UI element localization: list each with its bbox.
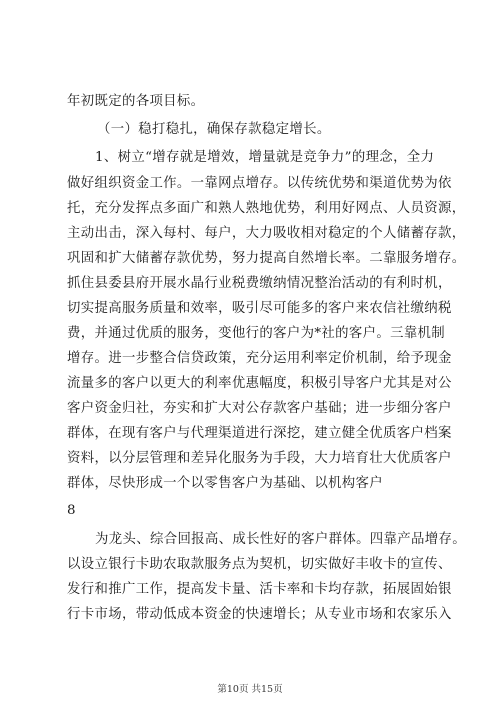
text-line: 巩固和扩大储蓄存款优势，努力提高自然增长率。二靠服务增存。 bbox=[67, 251, 466, 266]
text-line: 托，充分发挥点多面广和熟人熟地优势，利用好网点、人员资源， bbox=[67, 201, 466, 216]
text-line: 增存。进一步整合信贷政策，充分运用利率定价机制，给予现金 bbox=[67, 351, 452, 366]
text-line: 做好组织资金工作。一靠网点增存。以传统优势和渠道优势为依 bbox=[67, 176, 452, 191]
text-line: 费，并通过优质的服务，变他行的客户为*社的客户。三靠机制 bbox=[67, 326, 446, 341]
footnote-number: 8 bbox=[67, 503, 76, 518]
text-line: 以设立银行卡助农取款服务点为契机，切实做好丰收卡的宣传、 bbox=[67, 557, 452, 572]
page-number: 第10页 共15页 bbox=[217, 684, 283, 695]
text-line: 客户资金归社，夯实和扩大对公存款客户基础；进一步细分客户 bbox=[67, 401, 452, 416]
text-line: 年初既定的各项目标。 bbox=[67, 94, 205, 109]
text-line: 流量多的客户以更大的利率优惠幅度，积极引导客户尤其是对公 bbox=[67, 376, 452, 391]
text-line: 资料，以分层管理和差异化服务为手段，大力培育壮大优质客户 bbox=[67, 451, 452, 466]
section-heading: （一）稳打稳扎，确保存款稳定增长。 bbox=[97, 122, 331, 137]
text-line: 主动出击，深入每村、每户，大力吸收相对稳定的个人储蓄存款， bbox=[67, 226, 466, 241]
text-line: 抓住县委县府开展水晶行业税费缴纳情况整治活动的有利时机， bbox=[67, 276, 452, 291]
text-line: 群体，在现有客户与代理渠道进行深挖，建立健全优质客户档案 bbox=[67, 426, 452, 441]
text-line: 1、树立“增存就是增效，增量就是竞争力”的理念，全力 bbox=[95, 150, 435, 165]
text-line: 行卡市场，带动低成本资金的快速增长；从专业市场和农家乐入 bbox=[67, 607, 452, 622]
text-line: 为龙头、综合回报高、成长性好的客户群体。四靠产品增存。 bbox=[95, 532, 466, 547]
text-line: 发行和推广工作，提高发卡量、活卡率和卡均存款，拓展固始银 bbox=[67, 582, 452, 597]
text-line: 切实提高服务质量和效率，吸引尽可能多的客户来农信社缴纳税 bbox=[67, 301, 452, 316]
text-line: 群体，尽快形成一个以零售客户为基础、以机构客户 bbox=[67, 476, 384, 491]
